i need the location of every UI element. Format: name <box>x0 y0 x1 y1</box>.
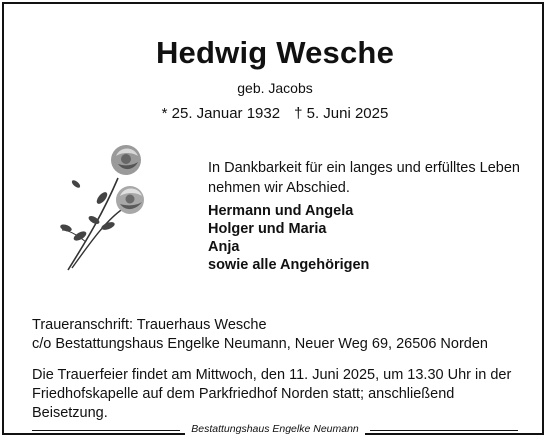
ceremony-line: Die Trauerfeier findet am Mittwoch, den 11. Juni 2025, um 13.30 Uhr in der <box>32 367 512 383</box>
mourner-entry: Hermann und Angela <box>208 203 354 219</box>
address-line: c/o Bestattungshaus Engelke Neumann, Neuer Weg 69, 26506 Norden <box>32 336 488 352</box>
farewell-message <box>208 158 528 198</box>
ceremony-line: Friedhofskapelle auf dem Parkfriedhof Norden statt; anschließend Beisetzung. <box>32 386 455 421</box>
mourner-entry: Holger und Maria <box>208 221 327 237</box>
mourners-list <box>208 202 369 274</box>
funeral-home-credit <box>0 423 550 435</box>
life-dates <box>0 105 550 122</box>
rose-illustration-icon <box>58 138 158 278</box>
birth-date: * 25. Januar 1932 <box>161 105 281 122</box>
address-line: Traueranschrift: Trauerhaus Wesche <box>32 317 267 333</box>
farewell-line: nehmen wir Abschied. <box>208 180 350 196</box>
mourning-address <box>32 316 488 354</box>
deceased-name: Hedwig Wesche <box>155 35 395 70</box>
mourner-entry: Anja <box>208 239 240 255</box>
death-date: † 5. Juni 2025 <box>294 105 389 122</box>
farewell-line: In Dankbarkeit für ein langes und erfülltes Leben <box>208 160 520 176</box>
mourner-entry: sowie alle Angehörigen <box>208 257 370 273</box>
footer-text: Bestattungshaus Engelke Neumann <box>185 423 365 435</box>
ceremony-info <box>32 366 532 423</box>
maiden-name: geb. Jacobs <box>237 80 313 96</box>
